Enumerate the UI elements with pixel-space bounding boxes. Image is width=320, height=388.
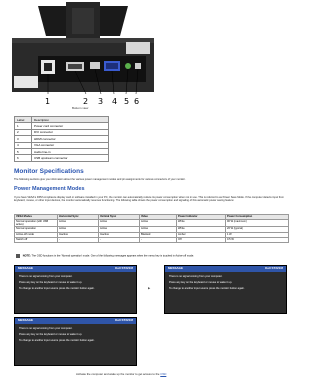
osd-message-dialog [14,265,137,314]
osd-line: To change to another input source press the monitor button again. [19,287,95,291]
table-cell: Active [140,227,177,232]
osd-message-dialog [164,265,287,314]
table-cell: White [177,220,226,227]
callout-6: 6 [134,97,140,106]
osd-line: There is no signal coming from your computer. [169,275,223,278]
table-cell: White [177,227,226,232]
callout-4: 4 [112,97,118,106]
table-cell: - [99,237,140,242]
osd-model: Dell ST2210f [265,266,283,271]
table-cell: HDMI connector [32,136,109,142]
osd-line: Press any key on the keyboard or mouse to wake it up. [19,333,83,337]
osd-title-bar [15,318,136,324]
footer-sentence: Activate the computer and wake up the monitor to get access to the [76,372,160,376]
osd-model: Dell ST2210f [115,318,133,323]
table-cell: Inactive [58,232,99,237]
callout-2: 2 [83,97,89,106]
table-cell: Amber [177,232,226,237]
table-header-cell: Power Consumption [226,215,289,220]
table-cell: Inactive [99,232,140,237]
table-cell: Active [140,220,177,227]
footer-text [76,372,166,376]
table-cell: Active [99,227,140,232]
table-cell: Normal operation (with USB active) [15,220,58,227]
table-cell: Active [99,220,140,227]
table-cell: 26 W (typical) [226,227,289,232]
callout-3: 3 [98,97,104,106]
monitor-back-photo [8,2,158,94]
section-title: Monitor Specifications [14,168,84,175]
osd-model: Dell ST2210f [115,266,133,271]
osd-line: There is no signal coming from your computer. [19,275,73,278]
table-header-cell: Power Indicator [177,215,226,220]
table-cell: 1 [15,123,32,129]
osd-title-bar [15,266,136,272]
note [16,254,194,258]
table-cell: Blanked [140,232,177,237]
table-cell: Power cord connector [32,123,109,129]
table-row [15,237,289,242]
osd-message-dialog [14,317,137,366]
table-cell: 3 [15,136,32,142]
table-header-cell: Label [15,117,32,123]
table-cell: VGA connector [32,142,109,148]
note-icon [16,254,20,258]
table-header-cell: Horizontal Sync [58,215,99,220]
subsection-title: Power Management Modes [14,186,85,192]
table-cell: Switch off [15,237,58,242]
table-cell: Off [177,237,226,242]
note-label: NOTE: [22,254,31,258]
osd-line: There is no signal coming from your computer. [19,327,73,330]
table-cell: 6 [15,155,32,161]
table-cell: Active [58,227,99,232]
table-cell: 1 W [226,232,289,237]
or-arrow-icon: ▶ [148,286,151,290]
connector-table [14,116,109,162]
power-table [14,214,289,243]
note-text: The OSD functions in the 'Normal operation' mode. One of the following messages appears when the menu key is touched in Active-off mode. [31,254,195,258]
callout-5: 5 [124,97,130,106]
osd-line: Press any key on the keyboard or mouse to wake it up. [19,281,83,285]
osd-link[interactable]: OSD [160,372,167,376]
table-header-cell: VESA Modes [15,215,58,220]
table-cell: 0.5 W [226,237,289,242]
osd-title: MESSAGE [18,266,34,271]
callout-1: 1 [45,97,51,106]
table-cell: DVI connector [32,129,109,135]
table-header-cell: Vertical Sync [99,215,140,220]
figure-caption: Bottom view [72,106,89,110]
table-cell: - [140,237,177,242]
osd-line: To change to another input source press the monitor button again. [169,287,245,291]
table-row [15,155,109,161]
table-cell: 2 [15,129,32,135]
table-cell: Normal operation [15,227,58,232]
table-header-cell: Description [32,117,109,123]
osd-line: Press any key on the keyboard or mouse to wake it up. [169,281,233,285]
osd-title-bar [165,266,286,272]
table-cell: 4 [15,142,32,148]
table-row [15,220,289,227]
table-cell: USB upstream connector [32,155,109,161]
table-cell: 90 W (maximum) [226,220,289,227]
table-cell: - [58,237,99,242]
table-cell: Audio line-in [32,148,109,154]
power-intro: If you have VESA's DPM compliance display card or software installed in your PC, the monitor can automatically reduce its power consumption when not in use. This is referred to as Power Save Mode. If the computer detects input from keyboard, mouse, or other input devices, the monitor automatically resumes functioning. The following table shows the power consumption and signaling of this automatic power saving feature: [14,196,284,203]
osd-title: MESSAGE [168,266,184,271]
osd-title: MESSAGE [18,318,34,323]
table-header-cell: Video [140,215,177,220]
table-cell: Active [58,220,99,227]
table-cell: Active-off mode [15,232,58,237]
osd-line: To change to another input source press the monitor button again. [19,339,95,343]
section-intro: The following sections give you information about the various power management modes and pin assignments for various connectors of your monitor. [14,178,186,181]
table-cell: 5 [15,148,32,154]
